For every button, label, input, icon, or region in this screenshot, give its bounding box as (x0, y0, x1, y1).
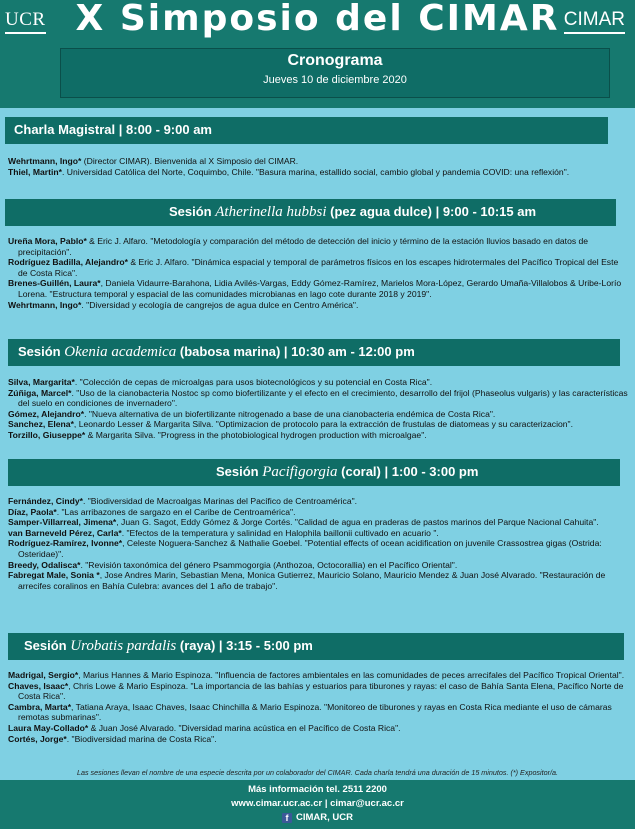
header-banner (0, 0, 635, 108)
section-bar-pacifigorgia (8, 459, 620, 486)
list-item: Díaz, Paola*. "Las arribazones de sargazo en el Caribe de Centroamérica". (8, 506, 296, 517)
section-bar-charla-magistral (5, 117, 608, 144)
section-bar-atherinella (5, 199, 616, 226)
section-entries-3 (8, 496, 630, 591)
footer (0, 780, 635, 829)
section-entries-2 (8, 377, 630, 441)
list-item: van Barneveld Pérez, Carla*. "Efectos de la temperatura y salinidad en Halophila baillonii cultivado en acuario ". (8, 527, 439, 538)
footer-contact[interactable]: www.cimar.ucr.ac.cr | cimar@ucr.ac.cr (231, 798, 404, 809)
section-entries-4 (8, 670, 630, 744)
schedule-date: Jueves 10 de diciembre 2020 (263, 74, 407, 86)
list-item: Sanchez, Elena*, Leonardo Lesser & Margarita Silva. "Optimizacion de protocolo para la extracción de frustulas de diatomeas y su caracterizacion". (8, 419, 573, 430)
schedule-heading-box (60, 48, 610, 98)
list-item: Madrigal, Sergio*, Marius Hannes & Mario Espinoza. "Influencia de factores ambientales en las comunidades de peces arrecifales del Pacífico Tropical Oriental". (8, 670, 625, 680)
footer-social-label: CIMAR, UCR (296, 812, 353, 823)
list-item: Fabregat Male, Sonia *, Jose Andres Marin, Sebastian Mena, Monica Gutierrez, Mauricio Solano, Mauricio Mendez & Juan José Alvarado. "Restauración de arrecifes coralinos en Bahía Culebra: avances del 1 año de trabajo". (8, 570, 606, 591)
list-item: Torzillo, Giuseppe* & Margarita Silva. "Progress in the photobiological hydrogen production with microalgae". (8, 429, 427, 440)
footer-info: Más información tel. 2511 2200 (248, 784, 387, 795)
section-entries-1 (8, 236, 630, 310)
list-item: Cortés, Jorge*. "Biodiversidad marina de Costa Rica". (8, 733, 217, 744)
section-bar-urobatis (8, 633, 624, 660)
list-item: Chaves, Isaac*, Chris Lowe & Mario Espinoza. "La importancia de las bahías y estuarios para tiburones y rayas: el caso de Bahía Santa Elena, Pacífico Norte de Costa Rica". (8, 680, 624, 702)
list-item: Cambra, Marta*, Tatiana Araya, Isaac Chaves, Isaac Chinchilla & Mario Espinoza. "Monitoreo de tiburones y rayas en Costa Rica mediante el uso de cámaras remotas submarinas". (8, 701, 612, 723)
facebook-icon: f (282, 813, 292, 823)
section-title: Charla Magistral | 8:00 - 9:00 am (14, 122, 212, 137)
section-title: Sesión Okenia academica (babosa marina) | 10:30 am - 12:00 pm (18, 344, 415, 360)
list-item: Gómez, Alejandro*. "Nueva alternativa de un biofertilizante nitrogenado a base de una cianobacteria endémica de Costa Rica". (8, 408, 496, 419)
list-item: Breedy, Odalisca*. "Revisión taxonómica del género Psammogorgia (Anthozoa, Octocorallia) en el Pacífico Oriental". (8, 559, 458, 570)
list-item: Brenes-Guillén, Laura*, Daniela Vidaurre-Barahona, Lidia Avilés-Vargas, Eddy Gómez-Ramírez, Marielos Mora-López, Gerardo Umaña-Villalobos & Uribe-Lorío Lorena. "Estructura temporal y espacial de las comunidades microbianas en lago cote durante 2018 y 2019". (8, 278, 622, 299)
list-item: Zúñiga, Marcel*. "Uso de la cianobacteria Nostoc sp como biofertilizante y el efecto en el crecimiento, desarrollo del frijol (Phaseolus vulgaris) y las características del suelo en condiciones de invernadero". (8, 387, 628, 409)
ucr-logo: UCR (5, 9, 46, 30)
section-bar-okenia (8, 339, 620, 366)
list-item: Wehrtmann, Ingo*. "Diversidad y ecología de cangrejos de agua dulce en Centro América". (8, 299, 359, 310)
list-item: Laura May-Collado* & Juan José Alvarado. "Diversidad marina acústica en el Pacífico de Costa Rica". (8, 722, 401, 733)
list-item: Ureña Mora, Pablo* & Eric J. Alfaro. "Metodología y comparación del método de detección del inicio y término de la estación lluvios basado en datos de precipitación". (8, 236, 589, 257)
section-title: Sesión Pacifigorgia (coral) | 1:00 - 3:00 pm (216, 464, 479, 480)
list-item: Rodríguez Badilla, Alejandro* & Eric J. Alfaro. "Dinámica espacial y temporal de parámetros físicos en los escapes hidrotermales del Pacífico Tropical del Este de Costa Rica". (8, 257, 619, 278)
list-item: Samper-Villarreal, Jimena*, Juan G. Sagot, Eddy Gómez & Jorge Cortés. "Calidad de agua en praderas de pastos marinos del Parque Nacional Cahuita". (8, 517, 599, 528)
schedule-title: Cronograma (287, 52, 383, 69)
list-item: Rodríguez-Ramírez, Ivonne*, Celeste Noguera-Sanchez & Nathalie Goebel. "Potential effects of ocean acidification on juvenile Crassostrea gigas (Ostrida: Osteridae)". (8, 538, 602, 559)
list-item: Wehrtmann, Ingo* (Director CIMAR). Bienvenida al X Simposio del CIMAR. (8, 156, 299, 166)
page-title: X Simposio del CIMAR (75, 0, 560, 39)
section-title: Sesión Urobatis pardalis (raya) | 3:15 - 5:00 pm (24, 638, 313, 654)
list-item: Silva, Margarita*. "Colección de cepas de microalgas para usos biotecnológicos y su potencial en Costa Rica". (8, 377, 433, 387)
list-item: Fernández, Cindy*. "Biodiversidad de Macroalgas Marinas del Pacífico de Centroamérica". (8, 496, 358, 506)
section-title: Sesión Atherinella hubbsi (pez agua dulce) | 9:00 - 10:15 am (169, 204, 537, 220)
list-item: Thiel, Martin*. Universidad Católica del Norte, Coquimbo, Chile. "Basura marina, estallido social, cambio global y pandemia COVID: una reflexión". (8, 166, 570, 177)
section-entries-0 (8, 156, 630, 177)
footnote: Las sesiones llevan el nombre de una especie descrita por un colaborador del CIMAR. Cada charla tendrá una duración de 15 minutos. (*) Expositor/a. (76, 768, 559, 777)
footer-social[interactable] (0, 811, 635, 825)
cimar-logo: CIMAR (563, 9, 625, 30)
